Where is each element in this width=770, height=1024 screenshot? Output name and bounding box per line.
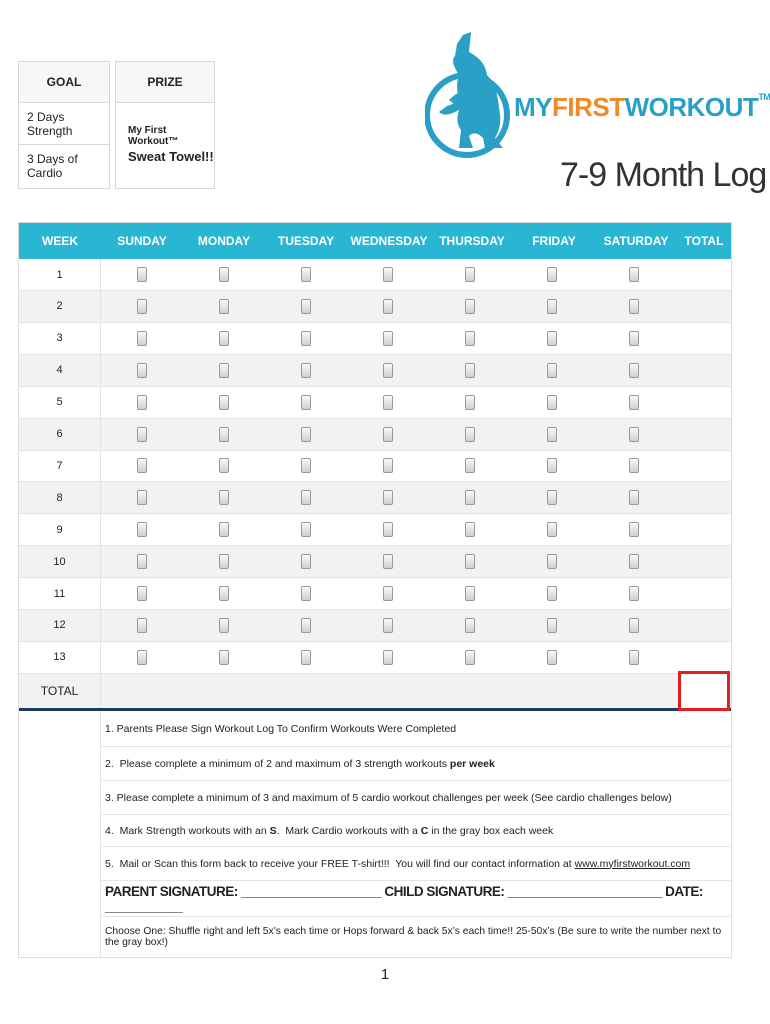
- table-row: [19, 291, 731, 323]
- day-checkbox[interactable]: [137, 395, 147, 410]
- day-checkbox[interactable]: [383, 363, 393, 378]
- note-2-text: 2. Please complete a minimum of 2 and maximum of 3 strength workouts: [105, 757, 450, 770]
- day-checkbox[interactable]: [465, 586, 475, 601]
- day-checkbox[interactable]: [301, 522, 311, 537]
- day-checkbox[interactable]: [137, 427, 147, 442]
- day-checkbox[interactable]: [301, 650, 311, 665]
- prize-box: [115, 61, 215, 189]
- day-checkbox[interactable]: [547, 458, 557, 473]
- day-checkbox[interactable]: [137, 490, 147, 505]
- header-wednesday: WEDNESDAY: [350, 234, 428, 248]
- day-checkbox[interactable]: [137, 458, 147, 473]
- day-checkbox[interactable]: [629, 554, 639, 569]
- goal-cardio: 3 Days of Cardio: [27, 152, 78, 180]
- day-checkbox[interactable]: [301, 427, 311, 442]
- table-row: [19, 323, 731, 355]
- day-checkbox[interactable]: [547, 299, 557, 314]
- week-number: 9: [19, 514, 101, 545]
- day-checkbox[interactable]: [629, 586, 639, 601]
- day-checkbox[interactable]: [465, 554, 475, 569]
- logo-workout: WORKOUT: [624, 92, 759, 122]
- day-checkbox[interactable]: [301, 618, 311, 633]
- choose-one-note: Choose One: Shuffle right and left 5x’s each time or Hops forward & back 5x’s each time!! 25-50x’s (Be sure to write the number next to the gray box!): [105, 926, 722, 948]
- week-number: 3: [19, 323, 101, 354]
- day-checkbox[interactable]: [629, 363, 639, 378]
- page-number: 1: [380, 966, 390, 983]
- goal-header: GOAL: [19, 62, 109, 103]
- brand-logo: [514, 92, 770, 123]
- day-checkbox[interactable]: [629, 427, 639, 442]
- note-4-mid: . Mark Cardio workouts with a: [276, 824, 421, 837]
- day-checkbox[interactable]: [465, 267, 475, 282]
- day-checkbox[interactable]: [383, 490, 393, 505]
- day-checkbox[interactable]: [629, 490, 639, 505]
- week-number: 5: [19, 387, 101, 418]
- day-checkbox[interactable]: [219, 363, 229, 378]
- day-checkbox[interactable]: [137, 618, 147, 633]
- day-checkbox[interactable]: [219, 458, 229, 473]
- day-checkbox[interactable]: [465, 299, 475, 314]
- day-checkbox[interactable]: [629, 522, 639, 537]
- day-checkbox[interactable]: [219, 522, 229, 537]
- logo-first: FIRST: [552, 92, 625, 122]
- week-number: 1: [19, 259, 101, 290]
- day-checkbox[interactable]: [301, 586, 311, 601]
- day-checkbox[interactable]: [219, 395, 229, 410]
- page-title: 7-9 Month Log: [560, 156, 767, 194]
- day-checkbox[interactable]: [383, 650, 393, 665]
- table-row: [19, 482, 731, 514]
- day-checkbox[interactable]: [219, 618, 229, 633]
- header-tuesday: TUESDAY: [277, 234, 335, 248]
- header-monday: MONDAY: [197, 234, 251, 248]
- day-checkbox[interactable]: [465, 331, 475, 346]
- note-5-text: 5. Mail or Scan this form back to receive your FREE T-shirt!!! You will find our contact information at: [105, 857, 575, 870]
- header-sunday: SUNDAY: [117, 234, 167, 248]
- week-number: 7: [19, 450, 101, 481]
- table-row: [19, 419, 731, 451]
- day-checkbox[interactable]: [547, 267, 557, 282]
- week-number: 11: [19, 578, 101, 609]
- day-checkbox[interactable]: [547, 618, 557, 633]
- table-row: [19, 610, 731, 642]
- note-4: [101, 815, 731, 847]
- day-checkbox[interactable]: [547, 427, 557, 442]
- day-checkbox[interactable]: [383, 427, 393, 442]
- day-checkbox[interactable]: [301, 299, 311, 314]
- day-checkbox[interactable]: [137, 299, 147, 314]
- header-saturday: SATURDAY: [603, 234, 669, 248]
- day-checkbox[interactable]: [137, 650, 147, 665]
- week-number: 6: [19, 419, 101, 450]
- table-row: [19, 578, 731, 610]
- day-checkbox[interactable]: [137, 267, 147, 282]
- table-row: [19, 259, 731, 291]
- header-week: WEEK: [42, 234, 78, 248]
- day-checkbox[interactable]: [465, 522, 475, 537]
- day-checkbox[interactable]: [219, 650, 229, 665]
- day-checkbox[interactable]: [547, 490, 557, 505]
- day-checkbox[interactable]: [629, 650, 639, 665]
- day-checkbox[interactable]: [547, 554, 557, 569]
- day-checkbox[interactable]: [465, 363, 475, 378]
- note-2: [101, 747, 731, 781]
- week-number: 8: [19, 482, 101, 513]
- day-checkbox[interactable]: [547, 522, 557, 537]
- day-checkbox[interactable]: [301, 363, 311, 378]
- day-checkbox[interactable]: [301, 554, 311, 569]
- day-checkbox[interactable]: [547, 586, 557, 601]
- day-checkbox[interactable]: [383, 331, 393, 346]
- day-checkbox[interactable]: [137, 522, 147, 537]
- goal-strength: 2 Days Strength: [19, 103, 109, 145]
- signature-line[interactable]: PARENT SIGNATURE: ____________________ CHILD SIGNATURE: ______________________ DATE: ___________: [101, 881, 731, 917]
- note-4-c: C: [420, 824, 429, 837]
- day-checkbox[interactable]: [219, 554, 229, 569]
- day-checkbox[interactable]: [219, 490, 229, 505]
- day-checkbox[interactable]: [465, 427, 475, 442]
- day-checkbox[interactable]: [301, 331, 311, 346]
- day-checkbox[interactable]: [629, 299, 639, 314]
- day-checkbox[interactable]: [219, 586, 229, 601]
- day-checkbox[interactable]: [629, 267, 639, 282]
- day-checkbox[interactable]: [137, 554, 147, 569]
- day-checkbox[interactable]: [383, 299, 393, 314]
- day-checkbox[interactable]: [629, 331, 639, 346]
- week-number: 2: [19, 291, 101, 322]
- total-row: [19, 674, 731, 711]
- note-3-text: 3. Please complete a minimum of 3 and maximum of 5 cardio workout challenges per week (See cardio challenges below): [105, 791, 672, 804]
- day-checkbox[interactable]: [383, 267, 393, 282]
- workout-log-table: [18, 222, 732, 958]
- table-header: [19, 223, 731, 259]
- day-checkbox[interactable]: [465, 395, 475, 410]
- logo-my: MY: [514, 92, 552, 122]
- note-1-text: 1. Parents Please Sign Workout Log To Confirm Workouts Were Completed: [105, 722, 457, 735]
- note-4-end: in the gray box each week: [428, 824, 554, 837]
- day-checkbox[interactable]: [547, 650, 557, 665]
- note-4-text: 4. Mark Strength workouts with an: [105, 824, 270, 837]
- day-checkbox[interactable]: [465, 458, 475, 473]
- day-checkbox[interactable]: [301, 490, 311, 505]
- goal-box: [18, 61, 110, 189]
- table-row: [19, 387, 731, 419]
- day-checkbox[interactable]: [383, 458, 393, 473]
- day-checkbox[interactable]: [383, 522, 393, 537]
- week-number: 10: [19, 546, 101, 577]
- header-friday: FRIDAY: [532, 234, 576, 248]
- day-checkbox[interactable]: [465, 490, 475, 505]
- prize-item: Sweat Towel!!: [128, 149, 214, 164]
- note-1: [101, 711, 731, 747]
- day-checkbox[interactable]: [219, 427, 229, 442]
- table-row: [19, 514, 731, 546]
- day-checkbox[interactable]: [547, 395, 557, 410]
- table-row: [19, 546, 731, 578]
- day-checkbox[interactable]: [219, 299, 229, 314]
- notes-left-column: [19, 711, 101, 957]
- day-checkbox[interactable]: [137, 586, 147, 601]
- day-checkbox[interactable]: [219, 331, 229, 346]
- day-checkbox[interactable]: [465, 650, 475, 665]
- table-row: [19, 450, 731, 482]
- table-row: [19, 355, 731, 387]
- day-checkbox[interactable]: [629, 395, 639, 410]
- day-checkbox[interactable]: [219, 267, 229, 282]
- day-checkbox[interactable]: [465, 618, 475, 633]
- note-4-s: S: [269, 824, 277, 837]
- kangaroo-icon: [425, 30, 515, 170]
- week-number: 12: [19, 610, 101, 641]
- prize-header: PRIZE: [116, 62, 214, 103]
- total-label: TOTAL: [19, 674, 101, 708]
- header-thursday: THURSDAY: [439, 234, 505, 248]
- day-checkbox[interactable]: [383, 395, 393, 410]
- day-checkbox[interactable]: [629, 618, 639, 633]
- day-checkbox[interactable]: [301, 267, 311, 282]
- grand-total-field[interactable]: [678, 671, 730, 711]
- day-checkbox[interactable]: [547, 331, 557, 346]
- day-checkbox[interactable]: [383, 618, 393, 633]
- day-checkbox[interactable]: [137, 363, 147, 378]
- day-checkbox[interactable]: [629, 458, 639, 473]
- note-3: [101, 781, 731, 815]
- table-row: [19, 642, 731, 674]
- day-checkbox[interactable]: [301, 458, 311, 473]
- note-5: [101, 847, 731, 881]
- note-2-bold: per week: [449, 757, 495, 770]
- day-checkbox[interactable]: [301, 395, 311, 410]
- day-checkbox[interactable]: [137, 331, 147, 346]
- day-checkbox[interactable]: [383, 554, 393, 569]
- day-checkbox[interactable]: [547, 363, 557, 378]
- website-link[interactable]: www.myfirstworkout.com: [574, 857, 691, 870]
- week-number: 4: [19, 355, 101, 386]
- prize-brand: My First Workout™: [128, 125, 179, 147]
- day-checkbox[interactable]: [383, 586, 393, 601]
- header-total: TOTAL: [684, 234, 724, 248]
- logo-tm: TM: [758, 92, 770, 102]
- week-number: 13: [19, 642, 101, 673]
